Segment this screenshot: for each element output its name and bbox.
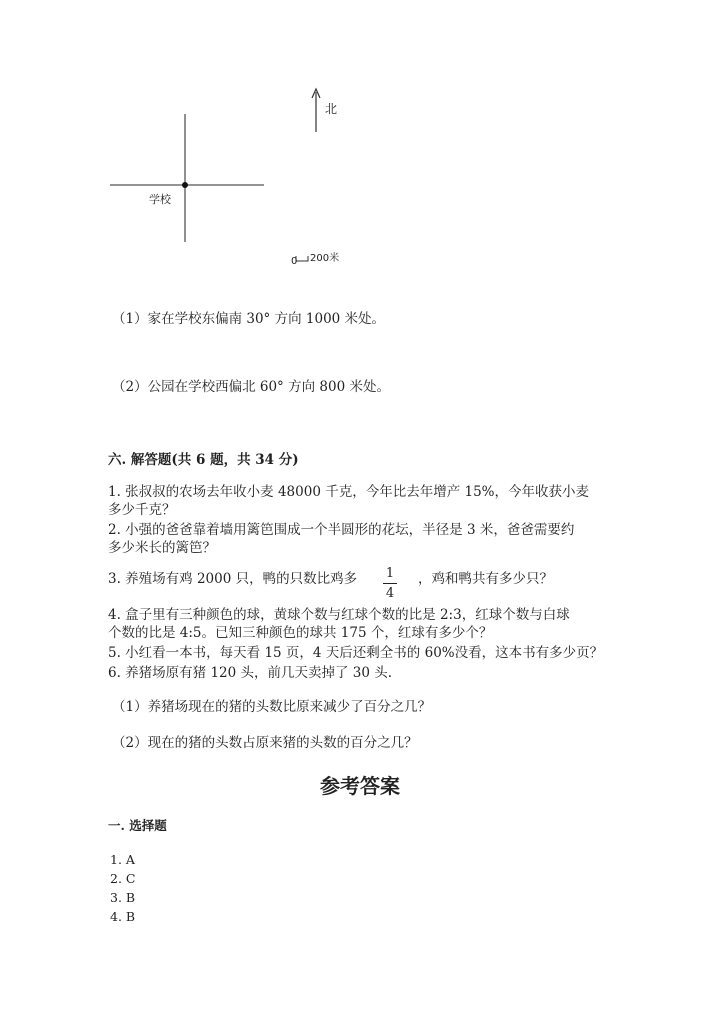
scale-bar xyxy=(296,256,308,261)
fraction-numerator: 1 xyxy=(385,566,395,581)
question-1-line-2: 多少千克？ xyxy=(108,502,176,518)
north-label: 北 xyxy=(325,102,338,116)
question-3-text: 3. 养殖场有鸡 2000 只，鸭的只数比鸡多 xyxy=(108,571,358,587)
scale-zero: 0 xyxy=(291,256,298,267)
direction-diagram xyxy=(100,80,360,280)
answer-item: 4. B xyxy=(110,909,136,924)
school-point xyxy=(182,182,188,188)
answer-item: 3. B xyxy=(110,890,136,905)
fraction xyxy=(380,566,400,601)
sub-question-2: （2）公园在学校西偏北 60° 方向 800 米处。 xyxy=(112,379,390,395)
fraction-denominator: 4 xyxy=(385,586,395,601)
answers-section-1-heading: 一. 选择题 xyxy=(108,818,167,833)
question-4-line-1: 4. 盒子里有三种颜色的球，黄球个数与红球个数的比是 2:3，红球个数与白球 xyxy=(108,607,570,623)
school-label: 学校 xyxy=(149,193,171,206)
question-6-sub-2: （2）现在的猪的头数占原来猪的头数的百分之几？ xyxy=(112,735,418,751)
section-6-heading: 六. 解答题(共 6 题，共 34 分) xyxy=(108,452,299,468)
fraction-bar xyxy=(383,583,397,584)
question-6: 6. 养猪场原有猪 120 头，前几天卖掉了 30 头. xyxy=(108,665,393,681)
question-2-line-1: 2. 小强的爸爸靠着墙用篱笆围成一个半圆形的花坛，半径是 3 米，爸爸需要约 xyxy=(108,522,575,538)
sub-question-1: （1）家在学校东偏南 30° 方向 1000 米处。 xyxy=(112,311,386,327)
answer-item: 2. C xyxy=(110,871,136,886)
question-2-line-2: 多少米长的篱笆？ xyxy=(108,540,216,556)
question-4-line-2: 个数的比是 4:5。已知三种颜色的球共 175 个，红球有多少个？ xyxy=(108,625,493,641)
question-1-line-1: 1. 张叔叔的农场去年收小麦 48000 千克，今年比去年增产 15%，今年收获小麦 xyxy=(108,484,589,500)
question-5: 5. 小红看一本书，每天看 15 页，4 天后还剩全书的 60%没看，这本书有多少页？ xyxy=(108,645,604,661)
question-3-text-end: ，鸡和鸭共有多少只？ xyxy=(418,571,553,587)
answer-item: 1. A xyxy=(110,852,135,867)
scale-unit: 200米 xyxy=(310,253,340,264)
answers-title: 参考答案 xyxy=(320,774,400,798)
question-6-sub-1: （1）养猪场现在的猪的头数比原来减少了百分之几？ xyxy=(112,699,432,715)
